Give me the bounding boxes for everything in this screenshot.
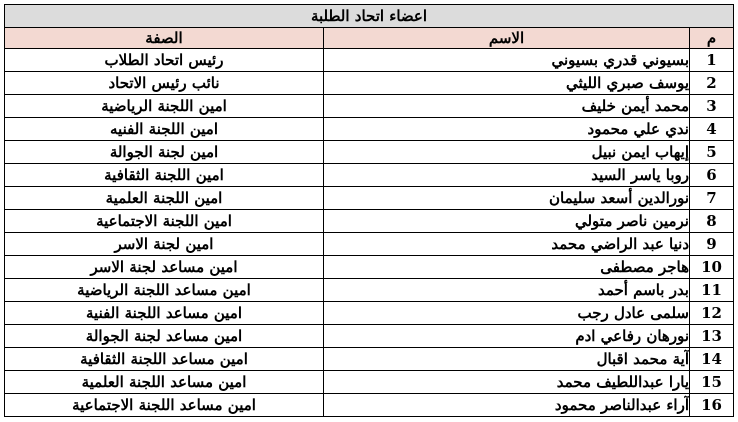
row-number-cell: 15 (690, 371, 734, 394)
row-number-cell: 1 (690, 49, 734, 72)
table-row (5, 95, 734, 118)
table-row (5, 302, 734, 325)
member-name-cell: سلمى عادل رجب (324, 302, 690, 325)
table-row (5, 187, 734, 210)
member-role-cell: امين مساعد اللجنة الرياضية (5, 279, 324, 302)
member-name-cell: محمد أيمن خليف (324, 95, 690, 118)
row-number-cell: 11 (690, 279, 734, 302)
row-number-cell: 6 (690, 164, 734, 187)
table-row (5, 256, 734, 279)
members-table-container (4, 4, 733, 417)
member-name-cell: هاجر مصطفى (324, 256, 690, 279)
member-name-cell: إيهاب ايمن نبيل (324, 141, 690, 164)
table-row (5, 233, 734, 256)
row-number-cell: 3 (690, 95, 734, 118)
member-name-cell: دنيا عبد الراضي محمد (324, 233, 690, 256)
table-row (5, 118, 734, 141)
table-row (5, 325, 734, 348)
table-row (5, 164, 734, 187)
member-name-cell: نورالدين أسعد سليمان (324, 187, 690, 210)
column-header-number: م (690, 28, 734, 49)
member-name-cell: نرمين ناصر متولي (324, 210, 690, 233)
member-name-cell: ندي علي محمود (324, 118, 690, 141)
member-role-cell: امين مساعد لجنة الاسر (5, 256, 324, 279)
table-header-row (5, 28, 734, 49)
member-role-cell: نائب رئيس الاتحاد (5, 72, 324, 95)
member-role-cell: امين اللجنة الثقافية (5, 164, 324, 187)
row-number-cell: 9 (690, 233, 734, 256)
row-number-cell: 16 (690, 394, 734, 417)
member-role-cell: امين مساعد لجنة الجوالة (5, 325, 324, 348)
member-name-cell: آية محمد اقبال (324, 348, 690, 371)
table-row (5, 348, 734, 371)
row-number-cell: 7 (690, 187, 734, 210)
member-name-cell: نورهان رفاعي ادم (324, 325, 690, 348)
row-number-cell: 4 (690, 118, 734, 141)
member-role-cell: امين اللجنة الاجتماعية (5, 210, 324, 233)
member-role-cell: امين مساعد اللجنة الثقافية (5, 348, 324, 371)
row-number-cell: 10 (690, 256, 734, 279)
row-number-cell: 2 (690, 72, 734, 95)
member-name-cell: بدر باسم أحمد (324, 279, 690, 302)
table-row (5, 394, 734, 417)
table-title-row (5, 5, 734, 28)
table-row (5, 141, 734, 164)
member-role-cell: امين لجنة الاسر (5, 233, 324, 256)
column-header-role: الصفة (5, 28, 324, 49)
member-name-cell: يوسف صبري الليثي (324, 72, 690, 95)
row-number-cell: 12 (690, 302, 734, 325)
member-role-cell: امين اللجنة الرياضية (5, 95, 324, 118)
table-title: اعضاء اتحاد الطلبة (5, 5, 734, 28)
table-row (5, 210, 734, 233)
member-role-cell: امين مساعد اللجنة الفنية (5, 302, 324, 325)
row-number-cell: 13 (690, 325, 734, 348)
member-name-cell: بسيوني قدري بسيوني (324, 49, 690, 72)
table-body (5, 49, 734, 417)
table-row (5, 72, 734, 95)
member-role-cell: امين اللجنة العلمية (5, 187, 324, 210)
member-name-cell: آراء عبدالناصر محمود (324, 394, 690, 417)
row-number-cell: 8 (690, 210, 734, 233)
member-name-cell: يارا عبداللطيف محمد (324, 371, 690, 394)
member-role-cell: امين مساعد اللجنة العلمية (5, 371, 324, 394)
member-role-cell: امين لجنة الجوالة (5, 141, 324, 164)
row-number-cell: 5 (690, 141, 734, 164)
table-row (5, 279, 734, 302)
column-header-name: الاسم (324, 28, 690, 49)
member-role-cell: امين مساعد اللجنة الاجتماعية (5, 394, 324, 417)
row-number-cell: 14 (690, 348, 734, 371)
member-role-cell: امين اللجنة الفنيه (5, 118, 324, 141)
student-union-members-table (4, 4, 734, 417)
table-row (5, 49, 734, 72)
table-row (5, 371, 734, 394)
member-name-cell: روبا ياسر السيد (324, 164, 690, 187)
member-role-cell: رئيس اتحاد الطلاب (5, 49, 324, 72)
